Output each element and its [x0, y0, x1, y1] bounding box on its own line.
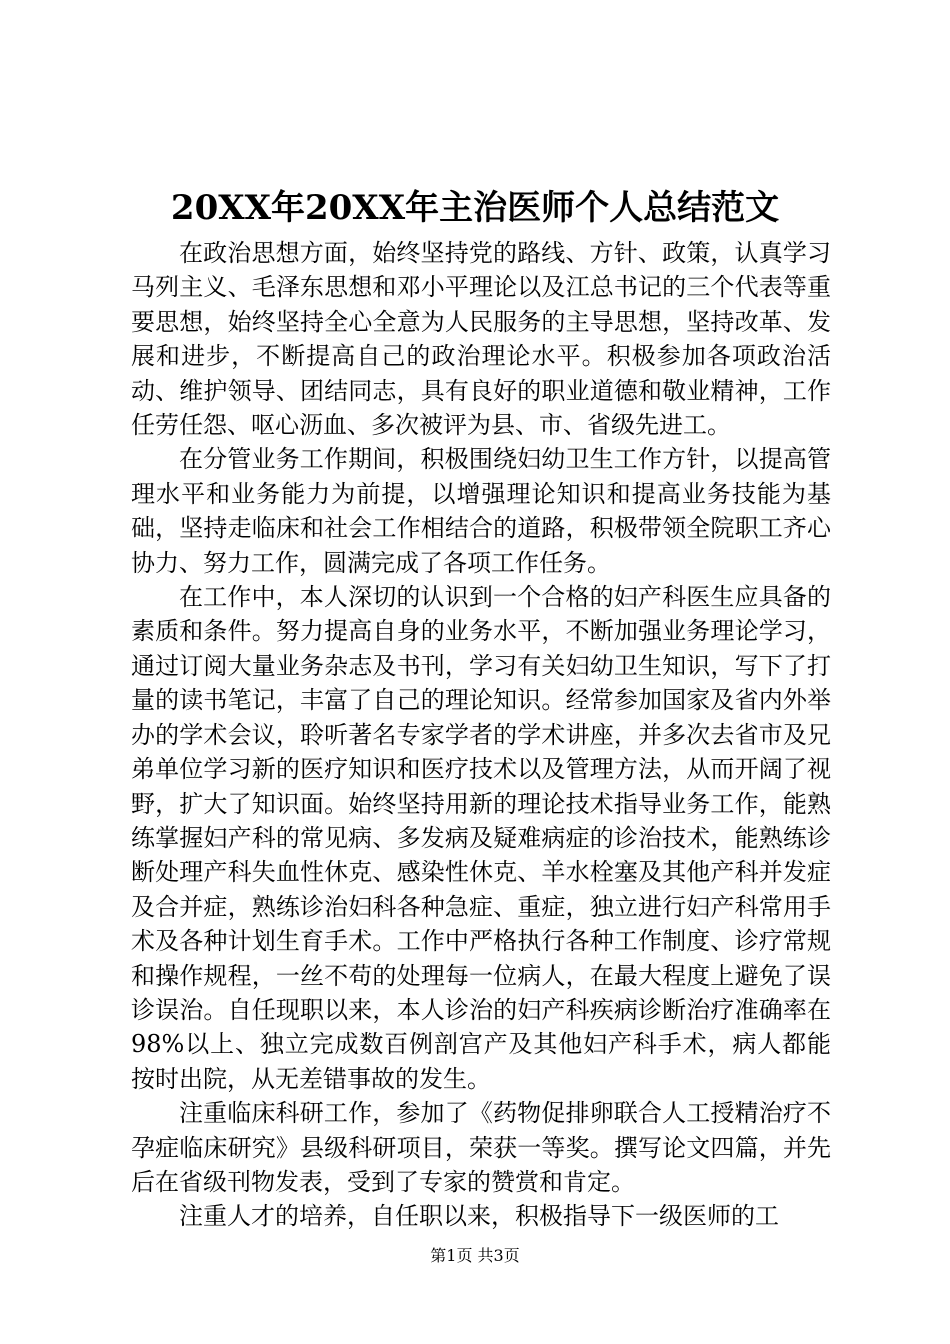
paragraph-talent-training: 注重人才的培养，自任职以来，积极指导下一级医师的工: [179, 1202, 779, 1231]
paragraph-clinical-research: 注重临床科研工作，参加了《药物促排卵联合人工授精治疗不孕症临床研究》县级科研项目，荣获一等奖。撰写论文四篇，并先后在省级刊物发表，受到了专家的赞赏和肯定。: [131, 1099, 831, 1196]
document-body: [131, 236, 831, 1234]
paragraph-business-management: 在分管业务工作期间，积极围绕妇幼卫生工作方针，以提高管理水平和业务能力为前提，以增强理论知识和提高业务技能为基础，坚持走临床和社会工作相结合的道路，积极带领全院职工齐心协力、努力工作，圆满完成了各项工作任务。: [131, 445, 831, 577]
paragraph-political-thought: 在政治思想方面，始终坚持党的路线、方针、政策，认真学习马列主义、毛泽东思想和邓小平理论以及江总书记的三个代表等重要思想，始终坚持全心全意为人民服务的主导思想，坚持改革、发展和进步，不断提高自己的政治理论水平。积极参加各项政治活动、维护领导、团结同志，具有良好的职业道德和敬业精神，工作任劳任怨、呕心沥血、多次被评为县、市、省级先进工。: [131, 239, 831, 440]
paragraph-clinical-work: 在工作中，本人深切的认识到一个合格的妇产科医生应具备的素质和条件。努力提高自身的业务水平，不断加强业务理论学习，通过订阅大量业务杂志及书刊，学习有关妇幼卫生知识，写下了打量的读书笔记，丰富了自己的理论知识。经常参加国家及省内外举办的学术会议，聆听著名专家学者的学术讲座，并多次去省市及兄弟单位学习新的医疗知识和医疗技术以及管理方法，从而开阔了视野，扩大了知识面。始终坚持用新的理论技术指导业务工作，能熟练掌握妇产科的常见病、多发病及疑难病症的诊治技术，能熟练诊断处理产科失血性休克、感染性休克、羊水栓塞及其他产科并发症及合并症，熟练诊治妇科各种急症、重症，独立进行妇产科常用手术及各种计划生育手术。工作中严格执行各种工作制度、诊疗常规和操作规程，一丝不苟的处理每一位病人，在最大程度上避免了误诊误治。自任现职以来，本人诊治的妇产科疾病诊断治疗准确率在98%以上、独立完成数百例剖宫产及其他妇产科手术，病人都能按时出院，从无差错事故的发生。: [131, 583, 831, 1093]
document-title: 20XX年20XX年主治医师个人总结范文: [170, 188, 780, 228]
page-number-footer: 第1页 共3页: [430, 1246, 520, 1265]
